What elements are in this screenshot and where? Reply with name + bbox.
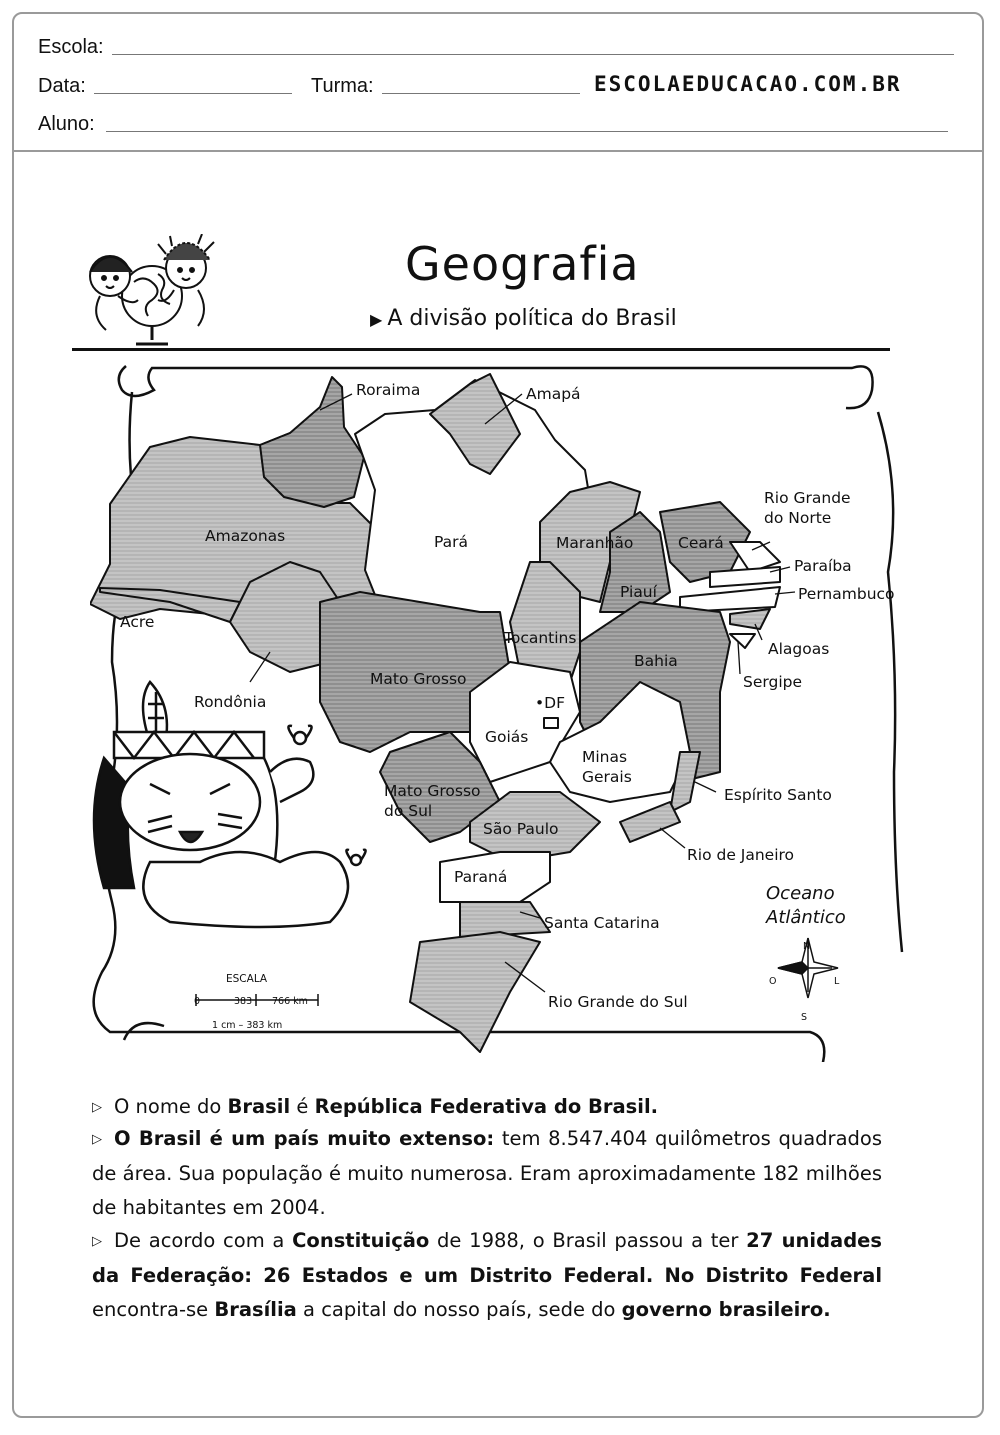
label-sergipe: Sergipe [743,673,802,691]
label-bahia: Bahia [634,652,678,670]
label-rio-grande-do-norte-1: Rio Grande [764,489,851,507]
school-field[interactable] [112,54,954,55]
p3-bold-b: Constituição [292,1229,430,1252]
student-field[interactable] [106,131,948,132]
triangle-bullet-icon: ▶ [370,310,388,329]
label-rio-de-janeiro: Rio de Janeiro [687,846,795,864]
scale-tick-1: 383 [234,996,253,1007]
ocean-label [766,882,846,930]
header-separator [12,150,984,152]
label-maranhao: Maranhão [556,534,634,552]
page-subtitle [370,306,677,331]
label-minas-gerais-2: Gerais [582,768,632,786]
p3-text-a: De acordo com a [114,1229,293,1252]
student-label: Aluno: [38,113,95,135]
compass-o: O [769,976,777,987]
triangle-bullet-icon: ▷ [92,1131,102,1147]
compass-n: N [803,941,811,952]
p3-bold-h: governo brasileiro [621,1297,824,1321]
p3-text-g: a capital do nosso país, sede do [296,1297,622,1321]
date-field[interactable] [94,93,292,94]
label-santa-catarina: Santa Catarina [544,914,660,932]
state-santa-catarina [460,902,550,937]
state-df [544,718,558,728]
label-rondonia: Rondônia [194,693,267,711]
p2-bold-a: O Brasil é um país muito extenso: [114,1127,495,1150]
state-sergipe [730,634,755,648]
label-mato-grosso-do-sul-2: do Sul [384,802,433,820]
p3-bold-f: Brasília [214,1297,297,1321]
p1-text-a: O nome do [114,1095,228,1118]
ocean-label-2: Atlântico [766,907,846,928]
scale-title: ESCALA [226,973,268,985]
label-amapa: Amapá [526,385,581,403]
date-label: Data: [38,75,86,97]
label-df-text: DF [544,694,566,712]
paragraph-2 [92,1122,882,1225]
class-label: Turma: [311,75,374,97]
label-alagoas: Alagoas [768,640,830,658]
triangle-bullet-icon: ▷ [92,1099,102,1115]
p3-text-c: de 1988, o Brasil passou a ter [429,1229,747,1252]
p1-bold-b: Brasil [227,1095,291,1118]
label-pernambuco: Pernambuco [798,585,895,603]
states [90,374,780,1052]
label-rio-grande-do-sul: Rio Grande do Sul [548,993,688,1011]
compass-l: L [834,976,840,987]
school-label: Escola: [38,36,104,58]
scale-tick-2: 766 km [272,996,308,1007]
label-df: •DF [535,694,566,712]
label-tocantins: Tocantins [504,629,577,647]
label-roraima: Roraima [356,381,421,399]
p3-text-i: . [823,1297,831,1321]
ocean-label-1: Oceano [766,883,835,904]
p3-text-e: encontra-se [92,1297,215,1321]
label-parana: Paraná [454,868,508,886]
label-mato-grosso-do-sul-1: Mato Grosso [384,782,481,800]
paragraph-1 [92,1090,882,1125]
site-name: ESCOLAEDUCACAO.COM.BR [594,72,902,96]
label-espirito-santo: Espírito Santo [724,786,832,804]
label-piaui: Piauí [620,583,657,601]
label-minas-gerais-1: Minas [582,748,628,766]
state-rio-grande-do-sul [410,932,540,1052]
compass-s: S [801,1012,808,1023]
state-alagoas [730,609,770,629]
label-acre: Acre [120,613,155,631]
paragraph-3 [92,1224,882,1327]
page-title: Geografia [405,237,640,291]
kids-globe-illustration [74,234,234,352]
label-rio-grande-do-norte-2: do Norte [764,509,832,527]
label-sao-paulo: São Paulo [483,820,559,838]
label-paraiba: Paraíba [794,557,852,575]
scale-ratio: 1 cm – 383 km [212,1020,283,1031]
class-field[interactable] [382,93,580,94]
p1-text-c: é [290,1095,315,1118]
label-para: Pará [434,533,469,551]
p1-text-e: . [650,1095,659,1118]
p1-bold-d: República Federativa do Brasil [314,1095,651,1118]
label-ceara: Ceará [678,534,724,552]
scale-tick-0: 0 [194,996,201,1007]
label-amazonas: Amazonas [205,527,286,545]
triangle-bullet-icon: ▷ [92,1233,102,1249]
p3-bold-d: 27 unidades da Federação: 26 Estados e um Distrito Federal. No Distrito Federal [92,1229,882,1287]
title-rule [72,348,890,351]
girl-illustration [94,682,366,927]
p2-text-b: tem 8.547.404 quilômetros quadrados de área. Sua população é muito numerosa. Eram aproximadamente 182 milhões de habitantes em 2004. [92,1127,882,1219]
label-mato-grosso: Mato Grosso [370,670,467,688]
label-goias: Goiás [485,728,529,746]
subtitle-text: A divisão política do Brasil [387,306,677,331]
